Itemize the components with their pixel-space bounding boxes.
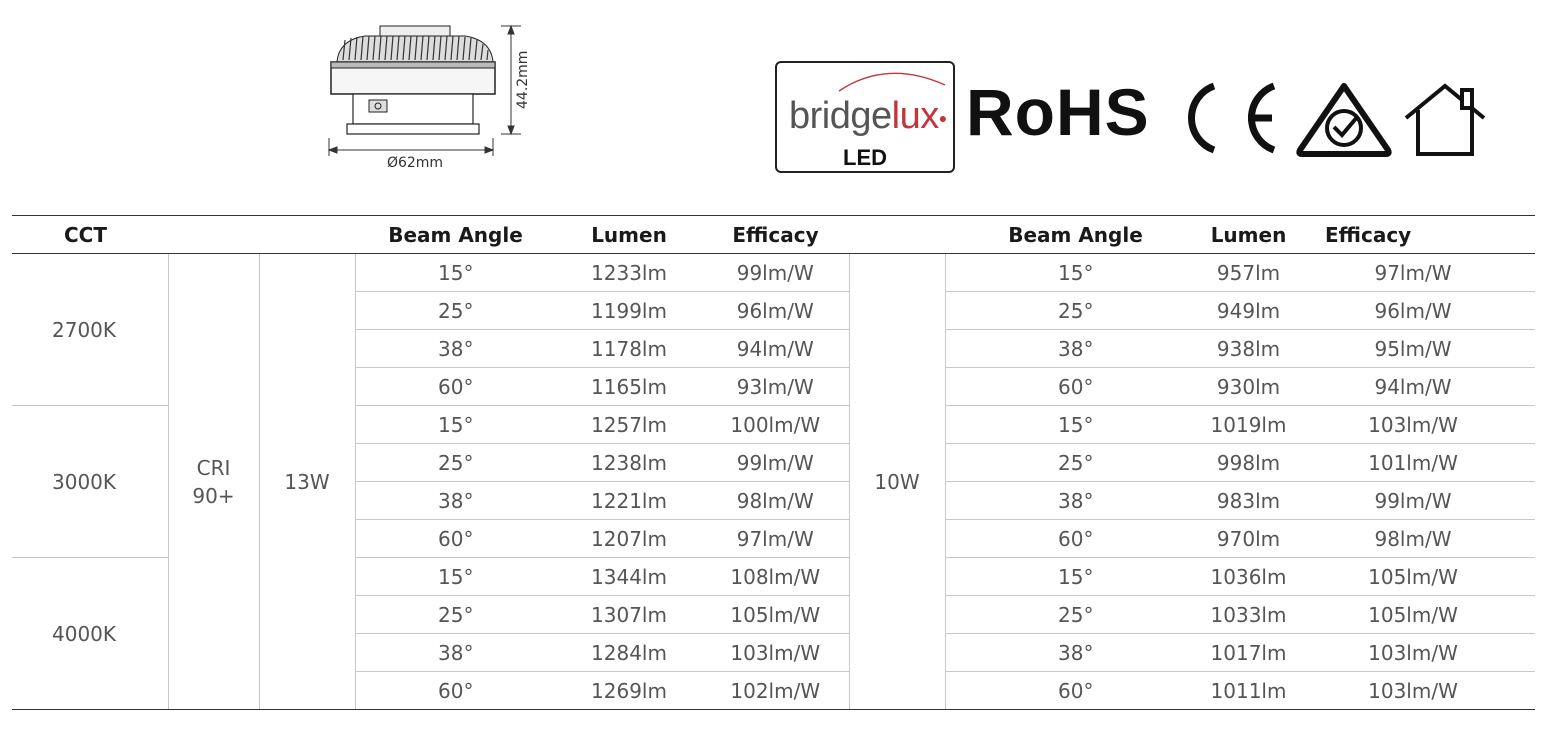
lumen-cell: 1284lm — [556, 634, 702, 672]
header-power-empty — [259, 216, 355, 254]
efficacy-cell: 99lm/W — [702, 254, 849, 292]
beam-cell: 38° — [355, 330, 556, 368]
beam-cell: 60° — [355, 672, 556, 710]
lamp-lens — [347, 124, 479, 134]
efficacy-cell: 103lm/W — [1291, 406, 1535, 444]
height-dimension-label: 44.2mm — [515, 50, 531, 110]
header-efficacy-13w: Efficacy — [702, 216, 849, 254]
header-cri-empty — [168, 216, 259, 254]
lumen-cell: 1307lm — [556, 596, 702, 634]
lumen-cell: 1011lm — [1206, 672, 1291, 710]
beam-cell: 60° — [355, 520, 556, 558]
cct-4000k: 4000K — [12, 558, 168, 710]
cri-cell — [168, 254, 259, 710]
bridgelux-brand-accent: lux — [891, 95, 939, 137]
cct-2700k: 2700K — [12, 254, 168, 406]
lumen-cell: 1238lm — [556, 444, 702, 482]
beam-cell: 38° — [355, 482, 556, 520]
cri-label: CRI — [196, 455, 231, 480]
table-header-row — [12, 216, 1535, 254]
efficacy-cell: 99lm/W — [1291, 482, 1535, 520]
efficacy-cell: 103lm/W — [1291, 634, 1535, 672]
efficacy-cell: 102lm/W — [702, 672, 849, 710]
header-power-10w-empty — [849, 216, 945, 254]
efficacy-cell: 105lm/W — [1291, 596, 1535, 634]
cri-value: 90+ — [192, 483, 235, 508]
bridgelux-brand-main: bridge — [789, 95, 892, 137]
efficacy-cell: 98lm/W — [702, 482, 849, 520]
beam-cell: 60° — [945, 672, 1206, 710]
efficacy-cell: 93lm/W — [702, 368, 849, 406]
bridgelux-brand-text — [789, 95, 947, 138]
beam-cell: 38° — [355, 634, 556, 672]
lumen-cell: 1199lm — [556, 292, 702, 330]
lumen-cell: 998lm — [1206, 444, 1291, 482]
lumen-cell: 1233lm — [556, 254, 702, 292]
efficacy-cell: 96lm/W — [1291, 292, 1535, 330]
bridgelux-logo — [775, 61, 955, 173]
beam-cell: 25° — [355, 596, 556, 634]
lumen-cell: 1257lm — [556, 406, 702, 444]
heatsink-fins — [337, 26, 493, 62]
efficacy-cell: 100lm/W — [702, 406, 849, 444]
beam-cell: 15° — [355, 406, 556, 444]
lumen-cell: 1165lm — [556, 368, 702, 406]
lumen-cell: 983lm — [1206, 482, 1291, 520]
efficacy-cell: 101lm/W — [1291, 444, 1535, 482]
spec-table — [12, 215, 1535, 710]
beam-cell: 60° — [355, 368, 556, 406]
lumen-cell: 1221lm — [556, 482, 702, 520]
header-beam-angle-13w: Beam Angle — [355, 216, 556, 254]
efficacy-cell: 108lm/W — [702, 558, 849, 596]
lumen-cell: 1269lm — [556, 672, 702, 710]
beam-cell: 25° — [945, 596, 1206, 634]
beam-cell: 25° — [945, 292, 1206, 330]
efficacy-cell: 97lm/W — [1291, 254, 1535, 292]
width-dimension-line — [329, 138, 493, 156]
header-cct: CCT — [12, 216, 168, 254]
beam-cell: 38° — [945, 482, 1206, 520]
beam-cell: 25° — [355, 292, 556, 330]
beam-cell: 15° — [945, 558, 1206, 596]
beam-cell: 15° — [945, 254, 1206, 292]
beam-cell: 15° — [355, 558, 556, 596]
cct-3000k: 3000K — [12, 406, 168, 558]
efficacy-cell: 94lm/W — [702, 330, 849, 368]
beam-cell: 25° — [355, 444, 556, 482]
beam-cell: 38° — [945, 634, 1206, 672]
lumen-cell: 930lm — [1206, 368, 1291, 406]
beam-cell: 25° — [945, 444, 1206, 482]
power-10w: 10W — [849, 254, 945, 710]
rcm-mark-icon — [1294, 80, 1394, 160]
efficacy-cell: 103lm/W — [1291, 672, 1535, 710]
lumen-cell: 1207lm — [556, 520, 702, 558]
lumen-cell: 1178lm — [556, 330, 702, 368]
efficacy-cell: 97lm/W — [702, 520, 849, 558]
beam-cell: 60° — [945, 520, 1206, 558]
efficacy-cell: 105lm/W — [702, 596, 849, 634]
lumen-cell: 1019lm — [1206, 406, 1291, 444]
efficacy-cell: 96lm/W — [702, 292, 849, 330]
power-13w: 13W — [259, 254, 355, 710]
rohs-mark: RoHS — [966, 75, 1150, 149]
lumen-cell: 957lm — [1206, 254, 1291, 292]
efficacy-cell: 103lm/W — [702, 634, 849, 672]
beam-cell: 38° — [945, 330, 1206, 368]
header-lumen-10w: Lumen — [1206, 216, 1291, 254]
efficacy-cell: 105lm/W — [1291, 558, 1535, 596]
width-dimension-label: Ø62mm — [386, 155, 444, 171]
lumen-cell: 970lm — [1206, 520, 1291, 558]
lumen-cell: 1033lm — [1206, 596, 1291, 634]
beam-cell: 15° — [945, 406, 1206, 444]
header-efficacy-10w: Efficacy — [1291, 216, 1535, 254]
lumen-cell: 1017lm — [1206, 634, 1291, 672]
efficacy-cell: 99lm/W — [702, 444, 849, 482]
header-lumen-13w: Lumen — [556, 216, 702, 254]
efficacy-cell: 95lm/W — [1291, 330, 1535, 368]
lumen-cell: 1036lm — [1206, 558, 1291, 596]
bridgelux-led-label: LED — [843, 145, 887, 170]
lumen-cell: 938lm — [1206, 330, 1291, 368]
registered-dot: ● — [938, 109, 947, 126]
indoor-use-icon — [1400, 80, 1490, 160]
beam-cell: 15° — [355, 254, 556, 292]
efficacy-cell: 98lm/W — [1291, 520, 1535, 558]
beam-cell: 60° — [945, 368, 1206, 406]
header-beam-angle-10w: Beam Angle — [945, 216, 1206, 254]
lumen-cell: 1344lm — [556, 558, 702, 596]
lumen-cell: 949lm — [1206, 292, 1291, 330]
efficacy-cell: 94lm/W — [1291, 368, 1535, 406]
table-row — [12, 254, 1535, 292]
ce-mark-icon — [1176, 78, 1286, 158]
